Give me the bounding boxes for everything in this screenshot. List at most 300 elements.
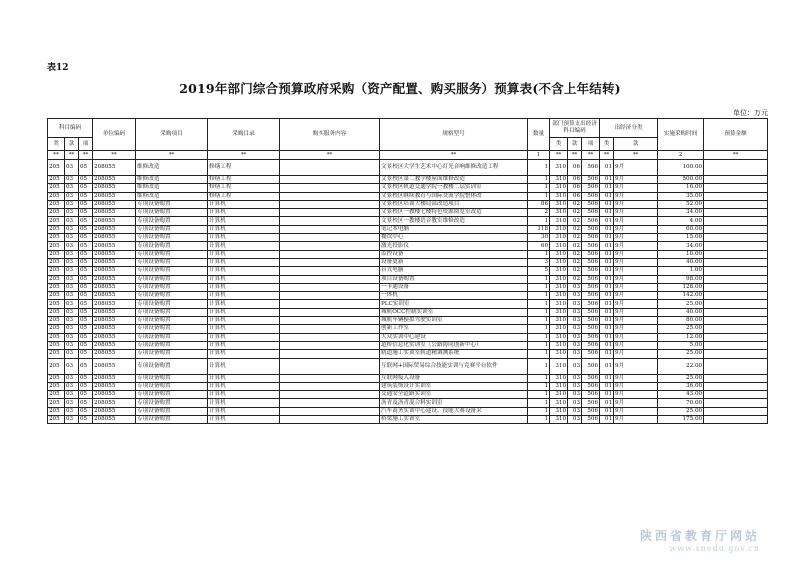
table-cell: 310 bbox=[550, 250, 568, 258]
table-cell: 专项设备购置 bbox=[136, 333, 208, 341]
table-cell: 205 bbox=[48, 308, 65, 316]
table-cell: 142.00 bbox=[658, 292, 704, 300]
marker-cell: ** bbox=[380, 151, 528, 160]
table-id: 表12 bbox=[47, 63, 69, 73]
table-cell: 208055 bbox=[93, 234, 136, 242]
table-cell: 205 bbox=[48, 341, 65, 349]
table-cell: 05 bbox=[79, 234, 93, 242]
table-cell: 专项设备购置 bbox=[136, 399, 208, 407]
table-cell: 专项设备购置 bbox=[136, 341, 208, 349]
table-cell: 208055 bbox=[93, 217, 136, 225]
table-cell: 205 bbox=[48, 225, 65, 233]
table-cell: 205 bbox=[48, 358, 65, 374]
table-row bbox=[48, 258, 768, 266]
table-cell: 03 bbox=[65, 333, 79, 341]
table-cell: 02 bbox=[568, 234, 582, 242]
table-cell: 80.00 bbox=[658, 317, 704, 325]
table-cell bbox=[704, 325, 768, 333]
table-cell: 01 bbox=[600, 358, 614, 374]
table-cell bbox=[280, 267, 380, 275]
table-cell: 03 bbox=[65, 234, 79, 242]
table-cell bbox=[280, 242, 380, 250]
table-cell: 03 bbox=[568, 341, 582, 349]
table-cell: 03 bbox=[65, 184, 79, 192]
table-cell: 205 bbox=[48, 391, 65, 399]
table-cell: 03 bbox=[65, 275, 79, 283]
table-cell: 36.00 bbox=[658, 382, 704, 390]
table-cell: 专项设备购置 bbox=[136, 300, 208, 308]
table-row bbox=[48, 184, 768, 192]
procurement-table bbox=[47, 118, 768, 424]
header-sub-lei2: 类 bbox=[600, 138, 614, 151]
table-cell: 9月 bbox=[614, 325, 658, 333]
table-cell: 15.00 bbox=[658, 234, 704, 242]
table-cell: 专项设备购置 bbox=[136, 225, 208, 233]
table-cell: 03 bbox=[65, 267, 79, 275]
table-cell: 文景校区一教楼语音教室维修改造 bbox=[380, 217, 528, 225]
table-cell: 02 bbox=[568, 275, 582, 283]
header-unit-code: 单位编码 bbox=[93, 119, 136, 151]
table-cell: 设备更新 bbox=[380, 258, 528, 266]
table-cell: 01 bbox=[600, 391, 614, 399]
table-cell: 1 bbox=[528, 407, 550, 415]
table-cell: 208055 bbox=[93, 242, 136, 250]
marker-cell: ** bbox=[65, 151, 79, 160]
table-cell: 205 bbox=[48, 399, 65, 407]
table-cell: 506 bbox=[582, 234, 600, 242]
table-cell: 03 bbox=[65, 242, 79, 250]
table-cell: 506 bbox=[582, 374, 600, 382]
table-cell: 06 bbox=[568, 192, 582, 200]
table-cell bbox=[704, 250, 768, 258]
table-cell: 05 bbox=[79, 341, 93, 349]
table-row bbox=[48, 242, 768, 250]
table-cell: 计算机 bbox=[208, 374, 280, 382]
table-cell: 9月 bbox=[614, 192, 658, 200]
table-cell: 01 bbox=[600, 267, 614, 275]
table-cell: 02 bbox=[568, 242, 582, 250]
table-cell: 9月 bbox=[614, 217, 658, 225]
table-cell: 506 bbox=[582, 184, 600, 192]
table-cell: 205 bbox=[48, 250, 65, 258]
table-cell: 文景校区继续教育与国际交流学院整体改 bbox=[380, 192, 528, 200]
table-cell: 05 bbox=[79, 217, 93, 225]
table-cell: 208055 bbox=[93, 160, 136, 176]
table-cell: 专项设备购置 bbox=[136, 242, 208, 250]
table-cell: 506 bbox=[582, 258, 600, 266]
table-cell: 506 bbox=[582, 391, 600, 399]
table-cell: 修缮工程 bbox=[208, 192, 280, 200]
table-cell: 506 bbox=[582, 192, 600, 200]
table-cell: 310 bbox=[550, 275, 568, 283]
table-cell: 03 bbox=[568, 308, 582, 316]
table-cell: 专项设备购置 bbox=[136, 325, 208, 333]
table-cell: 1 bbox=[528, 184, 550, 192]
table-cell: 70.00 bbox=[658, 399, 704, 407]
table-cell bbox=[704, 407, 768, 415]
table-cell: 9月 bbox=[614, 209, 658, 217]
table-cell: 4.00 bbox=[658, 217, 704, 225]
table-cell: 修缮工程 bbox=[208, 176, 280, 184]
table-cell: 9月 bbox=[614, 184, 658, 192]
table-cell: 205 bbox=[48, 176, 65, 184]
table-cell bbox=[280, 300, 380, 308]
table-cell: 02 bbox=[568, 250, 582, 258]
table-cell: 208055 bbox=[93, 416, 136, 424]
table-cell bbox=[280, 217, 380, 225]
table-cell: 310 bbox=[550, 399, 568, 407]
table-cell: 汽车商务实训中心建设、技能大赛设备采 bbox=[380, 407, 528, 415]
table-cell: 01 bbox=[600, 300, 614, 308]
table-cell: 05 bbox=[79, 225, 93, 233]
table-cell bbox=[280, 176, 380, 184]
table-cell: 310 bbox=[550, 292, 568, 300]
table-cell bbox=[704, 391, 768, 399]
table-cell: 9月 bbox=[614, 350, 658, 358]
table-cell: 208055 bbox=[93, 308, 136, 316]
table-cell: 5.00 bbox=[658, 341, 704, 349]
table-cell: 208055 bbox=[93, 300, 136, 308]
table-cell bbox=[704, 341, 768, 349]
table-cell: 208055 bbox=[93, 391, 136, 399]
table-row bbox=[48, 176, 768, 184]
table-row bbox=[48, 283, 768, 291]
table-cell: 506 bbox=[582, 283, 600, 291]
table-cell: 506 bbox=[582, 350, 600, 358]
table-cell: 506 bbox=[582, 217, 600, 225]
table-cell: 专项设备购置 bbox=[136, 258, 208, 266]
marker-cell: ** bbox=[208, 151, 280, 160]
table-cell: 1 bbox=[528, 283, 550, 291]
table-cell: 计算机 bbox=[208, 391, 280, 399]
table-row bbox=[48, 225, 768, 233]
table-cell: 205 bbox=[48, 292, 65, 300]
table-cell: 506 bbox=[582, 292, 600, 300]
table-cell: 一体机 bbox=[380, 292, 528, 300]
table-cell bbox=[280, 407, 380, 415]
table-cell: 计算机 bbox=[208, 300, 280, 308]
table-cell: 专项设备购置 bbox=[136, 374, 208, 382]
table-cell: 监控设备 bbox=[380, 250, 528, 258]
table-cell bbox=[704, 258, 768, 266]
table-cell bbox=[280, 333, 380, 341]
table-cell: 05 bbox=[79, 209, 93, 217]
table-cell: 01 bbox=[600, 374, 614, 382]
table-cell: 98.00 bbox=[658, 275, 704, 283]
table-cell: 208055 bbox=[93, 209, 136, 217]
table-cell: 1 bbox=[528, 300, 550, 308]
header-lei: 类 bbox=[48, 138, 65, 151]
table-cell: 01 bbox=[600, 160, 614, 176]
marker-cell: ** bbox=[614, 151, 658, 160]
table-cell: 专项设备购置 bbox=[136, 209, 208, 217]
table-cell: 05 bbox=[79, 192, 93, 200]
table-cell: 310 bbox=[550, 242, 568, 250]
table-cell: 一卡通设备 bbox=[380, 283, 528, 291]
table-cell: 01 bbox=[600, 176, 614, 184]
table-cell: 9月 bbox=[614, 225, 658, 233]
table-row bbox=[48, 234, 768, 242]
table-cell bbox=[704, 300, 768, 308]
table-cell: 205 bbox=[48, 242, 65, 250]
table-cell: 台式电脑 bbox=[380, 267, 528, 275]
table-cell: 专项设备购置 bbox=[136, 292, 208, 300]
table-cell: 208055 bbox=[93, 275, 136, 283]
table-cell: 1 bbox=[528, 350, 550, 358]
table-cell: 05 bbox=[79, 283, 93, 291]
table-cell: 城轨车辆模拟驾驶实训室 bbox=[380, 317, 528, 325]
table-cell: 计算机 bbox=[208, 225, 280, 233]
table-cell: 计算机 bbox=[208, 358, 280, 374]
table-cell: 计算机 bbox=[208, 382, 280, 390]
table-cell: 500.00 bbox=[658, 176, 704, 184]
table-cell: 205 bbox=[48, 333, 65, 341]
header-service: 购买服务内容 bbox=[280, 119, 380, 151]
table-cell: 205 bbox=[48, 374, 65, 382]
table-cell: 03 bbox=[65, 407, 79, 415]
table-cell: 506 bbox=[582, 317, 600, 325]
table-cell: 40.00 bbox=[658, 308, 704, 316]
table-cell: 03 bbox=[568, 300, 582, 308]
table-cell: 01 bbox=[600, 308, 614, 316]
table-cell: 维修改造 bbox=[136, 184, 208, 192]
table-cell: 大众实训中心建设 bbox=[380, 333, 528, 341]
marker-cell: ** bbox=[79, 151, 93, 160]
table-cell bbox=[704, 399, 768, 407]
header-out-econ: 出经济分类 bbox=[600, 119, 658, 138]
table-cell: 计算机 bbox=[208, 292, 280, 300]
table-cell: 03 bbox=[568, 292, 582, 300]
table-row bbox=[48, 399, 768, 407]
table-cell: 310 bbox=[550, 176, 568, 184]
table-cell: 03 bbox=[568, 391, 582, 399]
table-cell: 1 bbox=[528, 217, 550, 225]
table-cell: 9月 bbox=[614, 258, 658, 266]
header-row-1 bbox=[48, 119, 768, 138]
table-cell: 05 bbox=[79, 242, 93, 250]
table-cell bbox=[704, 192, 768, 200]
table-cell: 506 bbox=[582, 267, 600, 275]
table-cell: 9月 bbox=[614, 300, 658, 308]
table-cell: 01 bbox=[600, 341, 614, 349]
table-cell: 创新工作室 bbox=[380, 325, 528, 333]
table-cell: 餐饮中心 bbox=[380, 234, 528, 242]
table-cell: 03 bbox=[568, 382, 582, 390]
table-cell: 01 bbox=[600, 416, 614, 424]
table-cell: 310 bbox=[550, 416, 568, 424]
table-cell: 05 bbox=[79, 308, 93, 316]
table-cell: 310 bbox=[550, 308, 568, 316]
marker-cell: ** bbox=[93, 151, 136, 160]
table-cell: 9月 bbox=[614, 407, 658, 415]
table-cell: 310 bbox=[550, 300, 568, 308]
table-cell: 交通安全道路实训室 bbox=[380, 391, 528, 399]
table-cell: 03 bbox=[65, 250, 79, 258]
table-cell: 专项设备购置 bbox=[136, 275, 208, 283]
table-cell: 03 bbox=[568, 374, 582, 382]
table-cell bbox=[704, 382, 768, 390]
table-cell: 计算机 bbox=[208, 407, 280, 415]
table-cell: 专项设备购置 bbox=[136, 407, 208, 415]
table-cell: 506 bbox=[582, 225, 600, 233]
table-cell: 5 bbox=[528, 267, 550, 275]
table-cell: 修缮工程 bbox=[208, 184, 280, 192]
table-cell: 34.00 bbox=[658, 242, 704, 250]
table-cell bbox=[280, 391, 380, 399]
header-xiang: 项 bbox=[79, 138, 93, 151]
table-cell: 05 bbox=[79, 391, 93, 399]
table-cell: 205 bbox=[48, 382, 65, 390]
table-cell bbox=[280, 225, 380, 233]
table-cell: 02 bbox=[568, 267, 582, 275]
table-cell: 310 bbox=[550, 407, 568, 415]
header-sub-kuan: 款 bbox=[568, 138, 582, 151]
marker-row bbox=[48, 151, 768, 160]
table-cell: 310 bbox=[550, 317, 568, 325]
table-cell bbox=[280, 192, 380, 200]
table-cell: 506 bbox=[582, 399, 600, 407]
table-cell bbox=[704, 333, 768, 341]
table-cell: 9月 bbox=[614, 374, 658, 382]
table-cell: 计算机 bbox=[208, 258, 280, 266]
table-cell: 维修改造 bbox=[136, 160, 208, 176]
table-cell: 03 bbox=[65, 192, 79, 200]
table-cell: 205 bbox=[48, 267, 65, 275]
table-cell: 05 bbox=[79, 160, 93, 176]
table-cell: 205 bbox=[48, 209, 65, 217]
marker-cell: ** bbox=[600, 151, 614, 160]
table-cell: 310 bbox=[550, 391, 568, 399]
table-cell: 专项设备购置 bbox=[136, 308, 208, 316]
table-cell: 9月 bbox=[614, 250, 658, 258]
table-cell: 506 bbox=[582, 341, 600, 349]
table-cell: 208055 bbox=[93, 184, 136, 192]
table-cell: 计算机 bbox=[208, 416, 280, 424]
table-cell: 计算机 bbox=[208, 325, 280, 333]
table-row bbox=[48, 358, 768, 374]
table-cell: 05 bbox=[79, 317, 93, 325]
table-cell: 310 bbox=[550, 325, 568, 333]
table-cell: 9月 bbox=[614, 292, 658, 300]
table-cell: 05 bbox=[79, 333, 93, 341]
table-cell: 01 bbox=[600, 350, 614, 358]
table-cell: 205 bbox=[48, 350, 65, 358]
table-cell: 60 bbox=[528, 242, 550, 250]
table-cell bbox=[280, 283, 380, 291]
table-cell: 205 bbox=[48, 217, 65, 225]
table-cell bbox=[704, 374, 768, 382]
table-cell bbox=[280, 325, 380, 333]
table-cell: 计算机 bbox=[208, 250, 280, 258]
marker-cell: 2 bbox=[658, 151, 704, 160]
header-spec: 规格型号 bbox=[380, 119, 528, 151]
table-cell: 9月 bbox=[614, 234, 658, 242]
table-cell: 9月 bbox=[614, 160, 658, 176]
table-cell: 9月 bbox=[614, 275, 658, 283]
table-cell: 205 bbox=[48, 283, 65, 291]
table-cell: 9月 bbox=[614, 341, 658, 349]
table-cell: 03 bbox=[65, 176, 79, 184]
table-cell: 03 bbox=[65, 200, 79, 208]
table-cell: 1 bbox=[528, 399, 550, 407]
table-cell: 205 bbox=[48, 300, 65, 308]
table-row bbox=[48, 382, 768, 390]
table-cell: 506 bbox=[582, 176, 600, 184]
table-row bbox=[48, 209, 768, 217]
table-cell: 205 bbox=[48, 407, 65, 415]
table-cell: 专项设备购置 bbox=[136, 358, 208, 374]
table-cell: 01 bbox=[600, 292, 614, 300]
table-cell bbox=[280, 308, 380, 316]
table-cell: 05 bbox=[79, 407, 93, 415]
table-row bbox=[48, 407, 768, 415]
table-cell: 计算机 bbox=[208, 242, 280, 250]
table-cell: 310 bbox=[550, 267, 568, 275]
table-cell: 专项设备购置 bbox=[136, 317, 208, 325]
table-row bbox=[48, 341, 768, 349]
table-cell: 3 bbox=[528, 258, 550, 266]
table-cell: 43.00 bbox=[658, 391, 704, 399]
table-cell: 计算机 bbox=[208, 234, 280, 242]
table-cell: 01 bbox=[600, 317, 614, 325]
table-cell: 05 bbox=[79, 250, 93, 258]
table-cell: 1 bbox=[528, 374, 550, 382]
table-cell: 208055 bbox=[93, 399, 136, 407]
table-cell: 计算机 bbox=[208, 333, 280, 341]
table-cell: 208055 bbox=[93, 225, 136, 233]
table-cell: 506 bbox=[582, 333, 600, 341]
table-cell: 310 bbox=[550, 333, 568, 341]
table-cell: 03 bbox=[65, 283, 79, 291]
table-row bbox=[48, 275, 768, 283]
table-cell: 02 bbox=[568, 225, 582, 233]
table-cell: 506 bbox=[582, 325, 600, 333]
header-sub-lei: 类 bbox=[550, 138, 568, 151]
table-cell: 25.00 bbox=[658, 300, 704, 308]
table-cell: 22.00 bbox=[658, 358, 704, 374]
table-cell: 9月 bbox=[614, 267, 658, 275]
table-cell: 轨道施工实训室轨道精调测系统 bbox=[380, 350, 528, 358]
table-cell bbox=[704, 234, 768, 242]
table-cell: 310 bbox=[550, 358, 568, 374]
table-cell: 专项设备购置 bbox=[136, 250, 208, 258]
table-cell: 03 bbox=[568, 358, 582, 374]
table-cell: 03 bbox=[65, 209, 79, 217]
table-cell: 1 bbox=[528, 317, 550, 325]
table-cell: 310 bbox=[550, 382, 568, 390]
table-cell: 专项设备购置 bbox=[136, 200, 208, 208]
table-cell: 506 bbox=[582, 358, 600, 374]
table-cell: 03 bbox=[65, 350, 79, 358]
table-row bbox=[48, 308, 768, 316]
table-cell: 01 bbox=[600, 217, 614, 225]
table-cell: 310 bbox=[550, 374, 568, 382]
table-cell: 03 bbox=[65, 416, 79, 424]
table-cell bbox=[704, 283, 768, 291]
table-cell bbox=[280, 234, 380, 242]
table-row bbox=[48, 325, 768, 333]
table-cell: 208055 bbox=[93, 292, 136, 300]
table-cell: 05 bbox=[79, 200, 93, 208]
table-cell: 桥梁施工实训室 bbox=[380, 416, 528, 424]
table-cell bbox=[704, 308, 768, 316]
header-qty: 数量 bbox=[528, 119, 550, 151]
table-cell: 205 bbox=[48, 317, 65, 325]
table-cell bbox=[704, 416, 768, 424]
table-row bbox=[48, 200, 768, 208]
table-cell: 25.00 bbox=[658, 350, 704, 358]
table-cell: 05 bbox=[79, 300, 93, 308]
